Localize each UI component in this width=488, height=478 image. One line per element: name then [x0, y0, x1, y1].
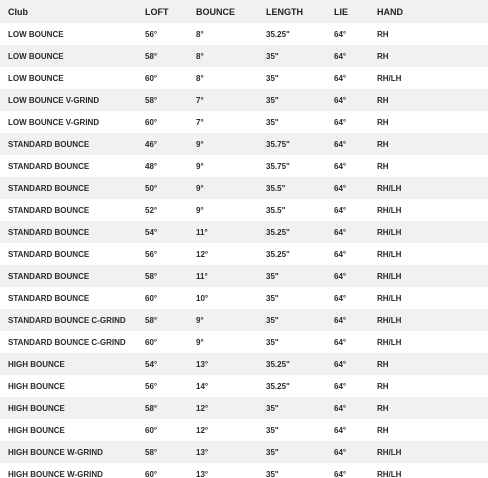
cell-bounce: 8° [196, 51, 204, 61]
cell-lie: 64° [334, 469, 347, 478]
cell-hand: RH/LH [377, 183, 402, 193]
cell-bounce: 12° [196, 249, 209, 259]
cell-club: STANDARD BOUNCE [8, 227, 90, 237]
table-row [0, 243, 488, 265]
cell-length: 35" [266, 117, 279, 127]
cell-lie: 64° [334, 359, 347, 369]
cell-club: LOW BOUNCE V-GRIND [8, 95, 100, 105]
cell-club: STANDARD BOUNCE [8, 205, 90, 215]
table-row [0, 45, 488, 67]
cell-bounce: 11° [196, 227, 208, 237]
cell-lie: 64° [334, 205, 347, 215]
cell-lie: 64° [334, 95, 347, 105]
cell-lie: 64° [334, 183, 347, 193]
table-body [0, 23, 488, 478]
cell-length: 35.25" [266, 249, 290, 259]
cell-bounce: 8° [196, 73, 204, 83]
cell-hand: RH [377, 117, 389, 127]
cell-loft: 60° [145, 337, 158, 347]
cell-length: 35" [266, 315, 279, 325]
cell-loft: 60° [145, 117, 158, 127]
cell-length: 35" [266, 403, 279, 413]
cell-loft: 60° [145, 425, 158, 435]
cell-loft: 58° [145, 315, 158, 325]
cell-hand: RH [377, 95, 389, 105]
table-row [0, 419, 488, 441]
table-row [0, 23, 488, 45]
cell-length: 35" [266, 73, 279, 83]
cell-length: 35" [266, 95, 279, 105]
cell-length: 35.5" [266, 205, 286, 215]
cell-lie: 64° [334, 403, 347, 413]
table-row [0, 375, 488, 397]
table-row [0, 397, 488, 419]
cell-bounce: 9° [196, 205, 204, 215]
cell-hand: RH/LH [377, 205, 402, 215]
cell-lie: 64° [334, 271, 347, 281]
cell-hand: RH/LH [377, 227, 402, 237]
cell-lie: 64° [334, 227, 347, 237]
cell-hand: RH/LH [377, 337, 402, 347]
cell-lie: 64° [334, 249, 347, 259]
cell-club: HIGH BOUNCE [8, 381, 65, 391]
cell-hand: RH/LH [377, 293, 402, 303]
cell-loft: 50° [145, 183, 158, 193]
cell-loft: 58° [145, 51, 158, 61]
cell-hand: RH/LH [377, 447, 402, 457]
header-hand: HAND [377, 6, 403, 17]
cell-club: HIGH BOUNCE [8, 403, 65, 413]
cell-lie: 64° [334, 381, 347, 391]
cell-lie: 64° [334, 425, 347, 435]
cell-club: LOW BOUNCE [8, 51, 64, 61]
table-row [0, 155, 488, 177]
table-row [0, 331, 488, 353]
cell-bounce: 13° [196, 447, 209, 457]
cell-club: HIGH BOUNCE [8, 425, 65, 435]
cell-lie: 64° [334, 73, 347, 83]
header-loft: LOFT [145, 6, 169, 17]
cell-bounce: 7° [196, 117, 204, 127]
cell-hand: RH [377, 51, 389, 61]
cell-loft: 58° [145, 95, 158, 105]
cell-length: 35.25" [266, 359, 290, 369]
cell-bounce: 9° [196, 315, 204, 325]
cell-bounce: 11° [196, 271, 208, 281]
cell-length: 35.75" [266, 139, 290, 149]
header-lie: LIE [334, 6, 349, 17]
header-row [0, 0, 488, 23]
cell-length: 35.5" [266, 183, 286, 193]
cell-loft: 58° [145, 447, 158, 457]
cell-club: HIGH BOUNCE [8, 359, 65, 369]
table-row [0, 111, 488, 133]
table-row [0, 265, 488, 287]
cell-lie: 64° [334, 161, 347, 171]
cell-club: STANDARD BOUNCE [8, 271, 90, 281]
table-row [0, 199, 488, 221]
cell-hand: RH/LH [377, 249, 402, 259]
table-row [0, 463, 488, 478]
cell-club: LOW BOUNCE [8, 29, 64, 39]
cell-club: HIGH BOUNCE W-GRIND [8, 469, 103, 478]
cell-loft: 58° [145, 271, 158, 281]
cell-club: STANDARD BOUNCE [8, 139, 90, 149]
cell-hand: RH [377, 381, 389, 391]
cell-bounce: 12° [196, 425, 209, 435]
cell-loft: 56° [145, 249, 158, 259]
cell-hand: RH [377, 29, 389, 39]
cell-club: HIGH BOUNCE W-GRIND [8, 447, 103, 457]
cell-hand: RH [377, 425, 389, 435]
cell-bounce: 7° [196, 95, 204, 105]
cell-hand: RH/LH [377, 73, 402, 83]
cell-loft: 58° [145, 403, 158, 413]
cell-lie: 64° [334, 139, 347, 149]
cell-club: STANDARD BOUNCE [8, 249, 90, 259]
cell-length: 35" [266, 447, 279, 457]
cell-hand: RH [377, 403, 389, 413]
header-club: Club [8, 6, 28, 17]
cell-length: 35.75" [266, 161, 290, 171]
cell-length: 35" [266, 293, 279, 303]
cell-club: STANDARD BOUNCE [8, 161, 90, 171]
cell-lie: 64° [334, 293, 347, 303]
cell-loft: 56° [145, 29, 158, 39]
header-length: LENGTH [266, 6, 303, 17]
cell-club: LOW BOUNCE V-GRIND [8, 117, 100, 127]
table-row [0, 353, 488, 375]
table-row [0, 309, 488, 331]
cell-lie: 64° [334, 447, 347, 457]
cell-hand: RH [377, 139, 389, 149]
cell-loft: 56° [145, 381, 158, 391]
cell-loft: 48° [145, 161, 158, 171]
cell-length: 35" [266, 271, 279, 281]
cell-lie: 64° [334, 29, 347, 39]
cell-loft: 54° [145, 359, 158, 369]
cell-length: 35" [266, 51, 279, 61]
cell-lie: 64° [334, 51, 347, 61]
cell-length: 35.25" [266, 29, 290, 39]
cell-hand: RH [377, 359, 389, 369]
table-row [0, 177, 488, 199]
cell-loft: 54° [145, 227, 158, 237]
cell-bounce: 9° [196, 161, 204, 171]
cell-length: 35.25" [266, 227, 290, 237]
cell-hand: RH/LH [377, 315, 402, 325]
table-row [0, 441, 488, 463]
cell-bounce: 13° [196, 359, 209, 369]
cell-bounce: 9° [196, 139, 204, 149]
cell-loft: 60° [145, 293, 158, 303]
table-row [0, 221, 488, 243]
cell-club: STANDARD BOUNCE [8, 183, 90, 193]
cell-lie: 64° [334, 315, 347, 325]
cell-loft: 46° [145, 139, 158, 149]
header-bounce: BOUNCE [196, 6, 236, 17]
cell-club: LOW BOUNCE [8, 73, 64, 83]
cell-lie: 64° [334, 337, 347, 347]
cell-bounce: 12° [196, 403, 209, 413]
cell-loft: 60° [145, 469, 158, 478]
table-header [0, 0, 488, 23]
cell-loft: 60° [145, 73, 158, 83]
cell-bounce: 9° [196, 337, 204, 347]
cell-length: 35" [266, 425, 279, 435]
cell-bounce: 14° [196, 381, 209, 391]
cell-club: STANDARD BOUNCE [8, 293, 90, 303]
cell-club: STANDARD BOUNCE C-GRIND [8, 315, 126, 325]
cell-club: STANDARD BOUNCE C-GRIND [8, 337, 126, 347]
table-row [0, 133, 488, 155]
table-row [0, 287, 488, 309]
cell-length: 35" [266, 337, 279, 347]
cell-bounce: 8° [196, 29, 204, 39]
cell-hand: RH [377, 161, 389, 171]
table-row [0, 67, 488, 89]
table-row [0, 89, 488, 111]
cell-length: 35" [266, 469, 279, 478]
cell-hand: RH/LH [377, 469, 402, 478]
cell-lie: 64° [334, 117, 347, 127]
cell-bounce: 9° [196, 183, 204, 193]
cell-bounce: 13° [196, 469, 209, 478]
cell-loft: 52° [145, 205, 158, 215]
cell-bounce: 10° [196, 293, 209, 303]
cell-hand: RH/LH [377, 271, 402, 281]
cell-length: 35.25" [266, 381, 290, 391]
